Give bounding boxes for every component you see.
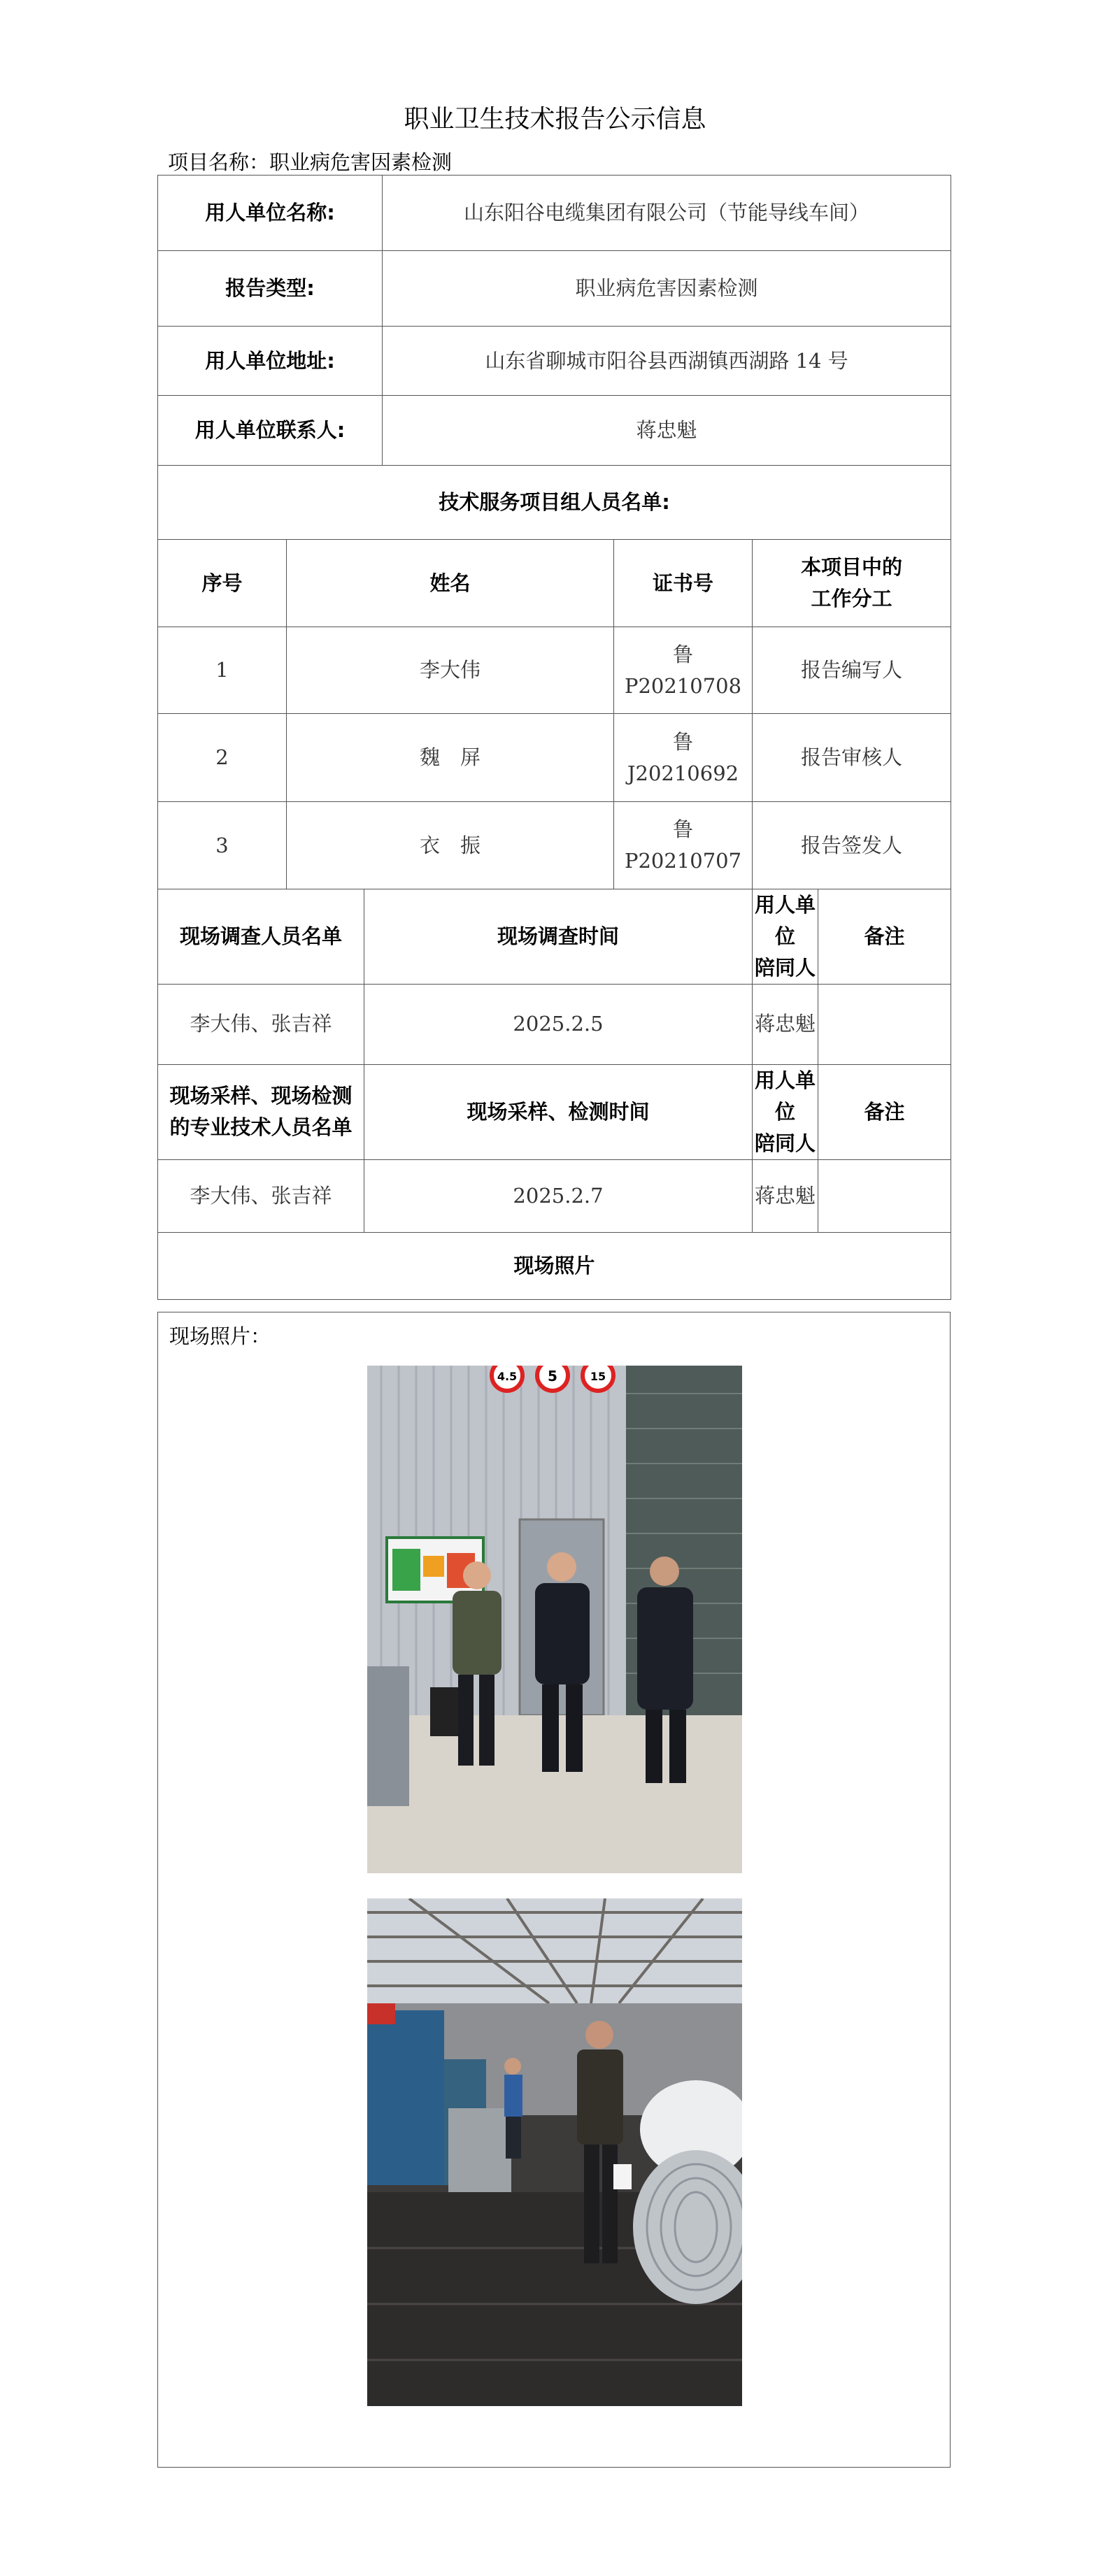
photo-section-label: 现场照片： [169, 1324, 271, 1348]
survey-escort-header-line1: 用人单位 [754, 893, 816, 948]
row-no: 1 [158, 627, 287, 714]
project-name: 项目名称：职业病危害因素检测 [168, 150, 453, 174]
speed-sign-group [492, 1366, 613, 1391]
col-name-header: 姓名 [287, 540, 614, 627]
row-cert: 鲁 P20210707 [614, 802, 753, 889]
sampling-people-header-line1: 现场采样、现场检测 [169, 1084, 353, 1108]
col-role-header [753, 540, 951, 627]
row-no: 2 [158, 714, 287, 802]
row-no: 3 [158, 802, 287, 889]
survey-escort: 蒋忠魁 [753, 984, 818, 1064]
sampling-time: 2025.2.7 [364, 1159, 753, 1232]
col-no-header: 序号 [158, 540, 287, 627]
survey-time-header: 现场调查时间 [364, 889, 753, 985]
contact-value: 蒋忠魁 [383, 396, 951, 466]
col-role-header-line1: 本项目中的 [801, 555, 903, 580]
table-row [158, 714, 951, 802]
address-label: 用人单位地址: [158, 327, 383, 396]
table-row [158, 627, 951, 714]
sampling-time-header: 现场采样、检测时间 [364, 1064, 753, 1159]
survey-escort-header-line2: 陪同人 [754, 955, 816, 980]
unit-name-value: 山东阳谷电缆集团有限公司（节能导线车间） [383, 176, 951, 251]
address-value: 山东省聊城市阳谷县西湖镇西湖路 14 号 [383, 327, 951, 396]
row-name: 魏 屏 [287, 714, 614, 802]
survey-time: 2025.2.5 [364, 984, 753, 1064]
sampling-note [818, 1159, 951, 1232]
sampling-escort-header-line2: 陪同人 [754, 1131, 816, 1155]
survey-escort-header [753, 889, 818, 985]
site-photo-2 [367, 1898, 742, 2406]
report-info-table [157, 175, 951, 1300]
row-name: 衣 振 [287, 802, 614, 889]
row-role: 报告签发人 [753, 802, 951, 889]
sign-2-text: 5 [548, 1368, 557, 1384]
row-role: 报告编写人 [753, 627, 951, 714]
survey-note [818, 984, 951, 1064]
col-cert-header: 证书号 [614, 540, 753, 627]
site-photo-1 [367, 1366, 742, 1873]
sampling-people: 李大伟、张吉祥 [158, 1159, 364, 1232]
survey-people: 李大伟、张吉祥 [158, 984, 364, 1064]
row-name: 李大伟 [287, 627, 614, 714]
survey-note-header: 备注 [818, 889, 951, 985]
unit-name-label: 用人单位名称: [158, 176, 383, 251]
sampling-escort-header [753, 1064, 818, 1159]
sampling-escort-header-line1: 用人单位 [754, 1068, 816, 1124]
team-heading: 技术服务项目组人员名单: [158, 466, 951, 540]
row-role: 报告审核人 [753, 714, 951, 802]
sign-1-text: 4.5 [497, 1370, 518, 1383]
report-type-value: 职业病危害因素检测 [383, 251, 951, 327]
col-role-header-line2: 工作分工 [811, 587, 892, 610]
sampling-people-header-line2: 的专业技术人员名单 [169, 1115, 353, 1140]
contact-label: 用人单位联系人: [158, 396, 383, 466]
sampling-note-header: 备注 [818, 1064, 951, 1159]
row-cert: 鲁 J20210692 [614, 714, 753, 802]
sampling-people-header [158, 1064, 364, 1159]
table-row [158, 802, 951, 889]
photo-row-label: 现场照片 [158, 1232, 951, 1299]
sign-3-text: 15 [590, 1370, 606, 1383]
sampling-escort: 蒋忠魁 [753, 1159, 818, 1232]
page-title: 职业卫生技术报告公示信息 [404, 105, 706, 134]
report-type-label: 报告类型: [158, 251, 383, 327]
survey-people-header: 现场调查人员名单 [158, 889, 364, 985]
row-cert: 鲁 P20210708 [614, 627, 753, 714]
photo-section [157, 1312, 951, 2468]
